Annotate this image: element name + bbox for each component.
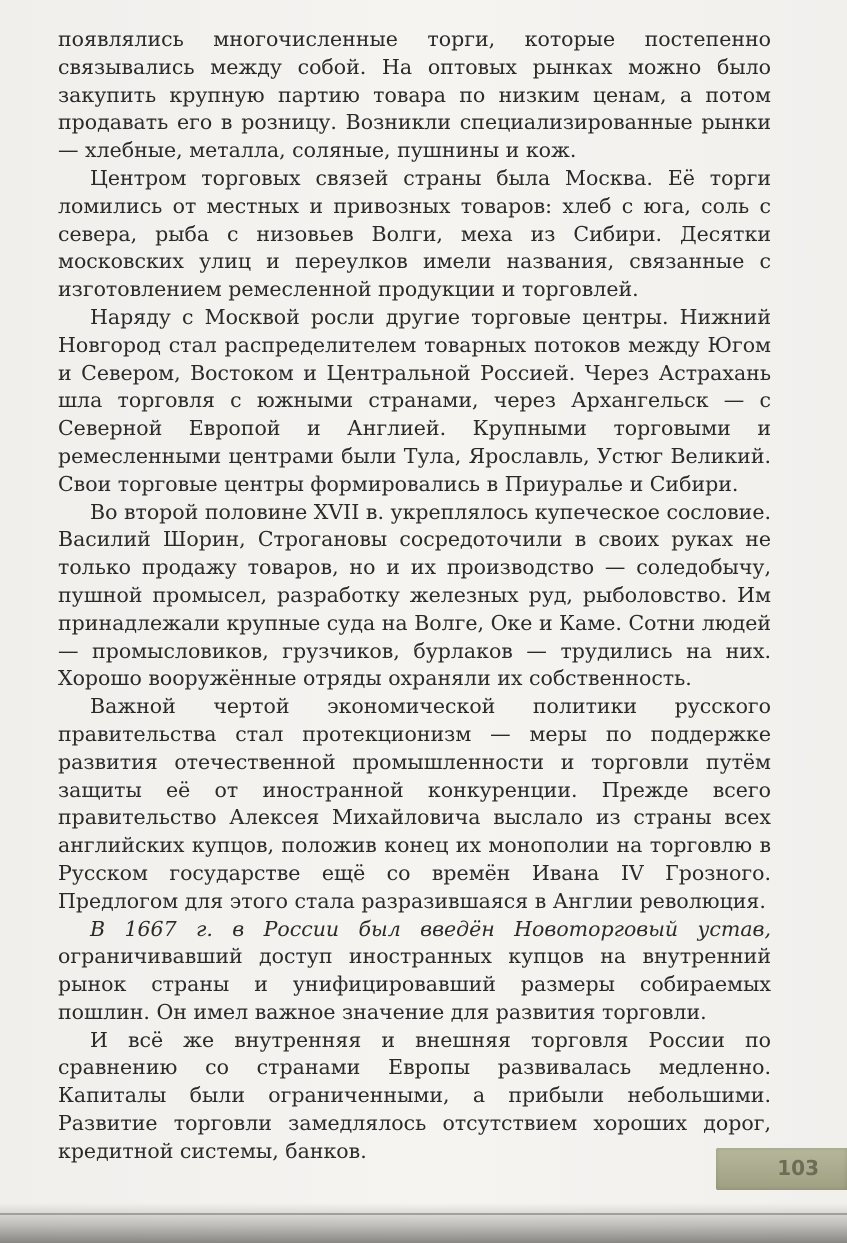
paragraph-protectionism: Важной чертой экономической политики русского правительства стал протекционизм — меры по поддержке развития отечественной промышленности и торговли путём защиты её от иностранной конкуренции. Прежде всего правительство Алексея Михайловича выслало из страны всех английских купцов, положив конец их монополии на торговлю в Русском государстве ещё со времён Ивана IV Грозного. Предлогом для этого стала разразившаяся в Англии революция.	[58, 694, 771, 913]
page-number-tab	[716, 1148, 847, 1190]
paragraph-trade-charter	[58, 916, 771, 1027]
emphasis-trade-charter: В 1667 г. в России был введён Новоторговый устав,	[90, 916, 771, 941]
paragraph-moscow-trade-center: Центром торговых связей страны была Москва. Её торги ломились от местных и привозных товаров: хлеб с юга, соль с севера, рыба с низовьев Волги, меха из Сибири. Десятки московских улиц и переулков имели названия, связанные с изготовлением ремесленной продукции и торговлей.	[58, 165, 771, 302]
page-bottom-shadow	[0, 1203, 847, 1243]
paragraph-slow-development: И всё же внутренняя и внешняя торговля России по сравнению со странами Европы развивалась медленно. Капиталы были ограниченными, а прибыли небольшими. Развитие торговли замедлялось отсутствием хороших дорог, кредитной системы, банков.	[58, 1027, 771, 1163]
body-text	[58, 26, 771, 1166]
paragraph-trade-charter-text: ограничивавший доступ иностранных купцов на внутренний рынок страны и унифицировавший размеры собираемых пошлин. Он имел важное значение для развития торговли.	[58, 944, 771, 1024]
paragraph-other-trade-centers: Наряду с Москвой росли другие торговые центры. Нижний Новгород стал распределителем товарных потоков между Югом и Севером, Востоком и Центральной Россией. Через Астрахань шла торговля с южными странами, через Архангельск — с Северной Европой и Англией. Крупными торговыми и ремесленными центрами были Тула, Ярославль, Устюг Великий. Свои торговые центры формировались в Приуралье и Сибири.	[58, 304, 771, 496]
paragraph-trade-markets: появлялись многочисленные торги, которые постепенно связывались между собой. На оптовых рынках можно было закупить крупную партию товара по низким ценам, а потом продавать его в розницу. Возникли специализированные рынки — хлебные, металла, соляные, пушнины и кож.	[58, 27, 771, 163]
paragraph-merchant-class: Во второй половине XVII в. укреплялось купеческое сословие. Василий Шорин, Строгановы сосредоточили в своих руках не только продажу товаров, но и их производство — соледобычу, пушной промысел, разработку железных руд, рыболовство. Им принадлежали крупные суда на Волге, Оке и Каме. Сотни людей — промысловиков, грузчиков, бурлаков — трудились на них. Хорошо вооружённые отряды охраняли их собственность.	[58, 499, 771, 691]
page-number: 103	[777, 1156, 819, 1180]
